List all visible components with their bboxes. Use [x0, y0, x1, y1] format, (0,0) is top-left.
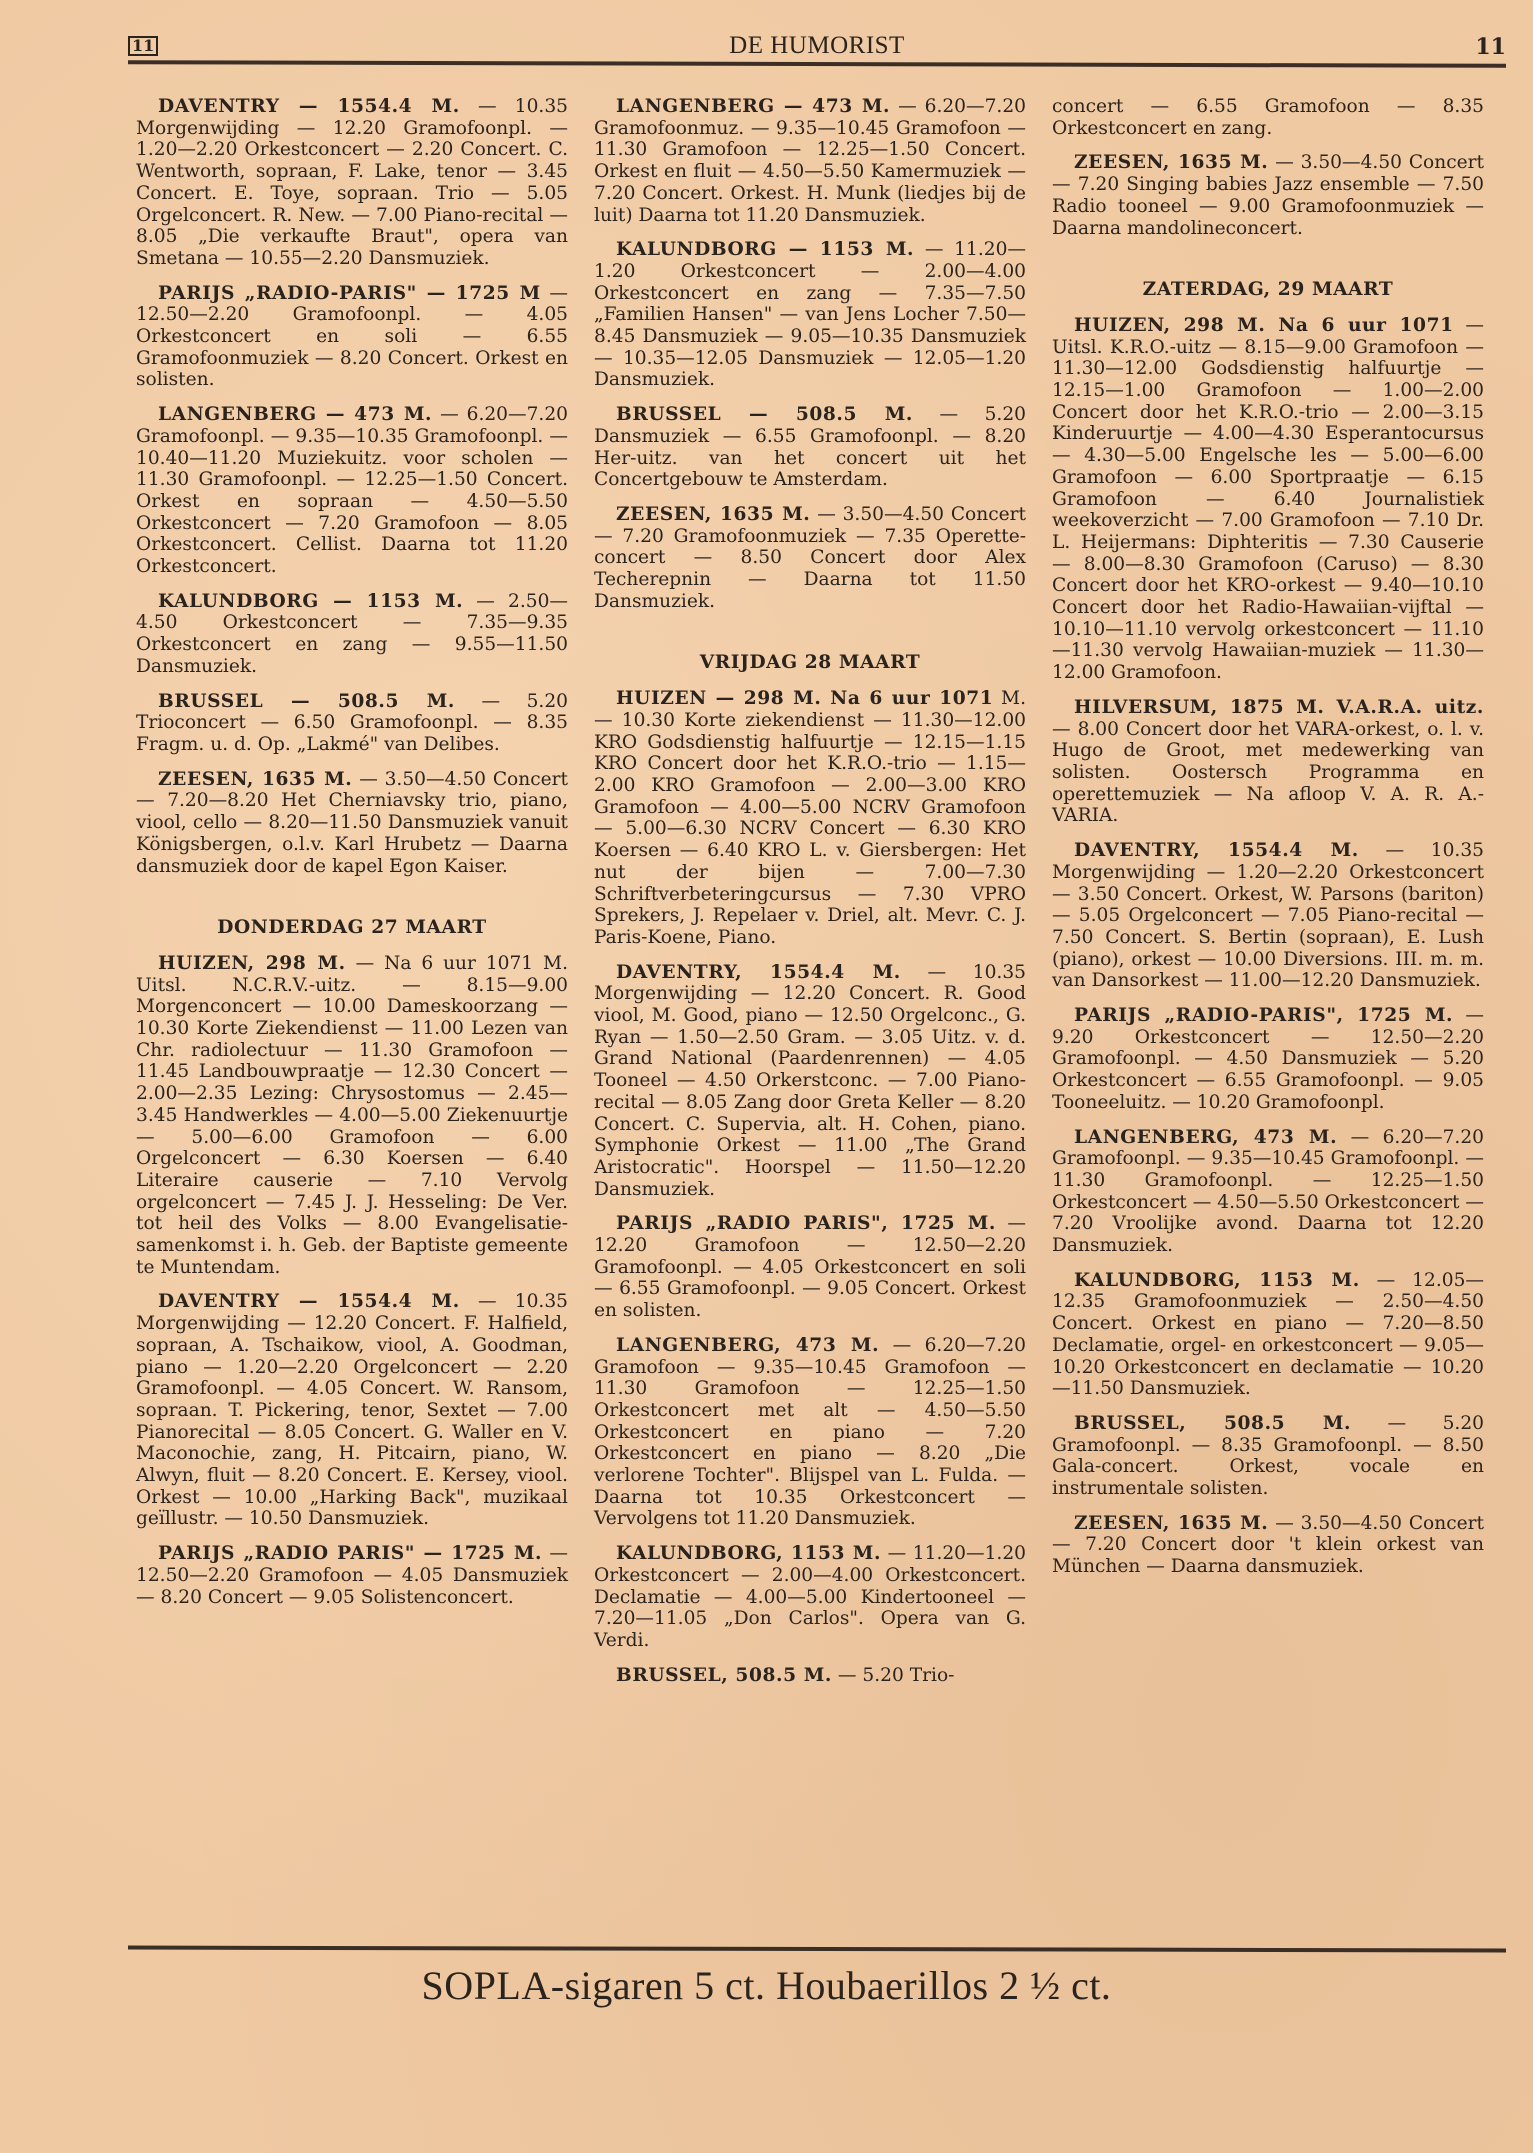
- program-text: — 3.50—4.50 Concert — 7.20—8.20 Het Cherniavsky trio, piano, viool, cello — 8.20—11.50 Dansmuziek vanuit Königsbergen, o.l.v. Karl Hrubetz — Daarna dansmuziek door de kapel Egon Kaiser.: [136, 768, 568, 877]
- advertisement-footer: SOPLA-sigaren 5 ct. Houbaerillos 2 ½ ct.: [421, 1963, 1112, 2008]
- station-name: BRUSSEL — 508.5 M.: [616, 404, 913, 426]
- program-text: — 6.20—7.20 Gramofoonpl. — 9.35—10.45 Gramofoonpl. — 11.30 Gramofoonpl. — 12.25—1.50 Orkestconcert — 4.50—5.50 Orkestconcert — 7.20 Vroolijke avond. Daarna tot 12.20 Dansmuziek.: [1052, 1126, 1484, 1257]
- station-name: PARIJS „RADIO PARIS" — 1725 M.: [158, 1543, 543, 1565]
- program-listing: [136, 1543, 568, 1608]
- program-text: — 10.35 Morgenwijding — 1.20—2.20 Orkestconcert — 3.50 Concert. Orkest, W. Parsons (bariton) — 5.05 Orgelconcert — 7.05 Piano-recital — 7.50 Concert. S. Bertin (sopraan), E. Lush (piano), orkest — 10.00 Diversions. III. m. m. van Dansorkest — 11.00—12.20 Dansmuziek.: [1052, 840, 1484, 992]
- station-name: DAVENTRY, 1554.4 M.: [616, 961, 901, 983]
- station-name: PARIJS „RADIO-PARIS", 1725 M.: [1074, 1005, 1454, 1027]
- program-text: — 10.35 Morgenwijding — 12.20 Gramofoonpl. — 1.20—2.20 Orkestconcert — 2.20 Concert. C. Wentworth, sopraan, F. Lake, tenor — 3.45 Concert. E. Toye, sopraan. Trio — 5.05 Orgelconcert. R. New. — 7.00 Piano-recital — 8.05 „Die verkaufte Braut", opera van Smetana — 10.55—2.20 Dansmuziek.: [136, 96, 568, 269]
- day-heading: VRIJDAG 28 MAART: [699, 652, 921, 674]
- station-name: LANGENBERG — 473 M.: [158, 404, 433, 426]
- station-name: BRUSSEL — 508.5 M.: [158, 690, 455, 712]
- program-listing: [594, 1543, 1026, 1652]
- program-text: — 3.50—4.50 Concert — 7.20 Concert door 't klein orkest van München — Daarna dansmuziek.: [1052, 1512, 1484, 1578]
- program-text: — 10.35 Morgenwijding — 12.20 Concert. F. Halfield, sopraan, A. Tschaikow, viool, A. Goodman, piano — 1.20—2.20 Orgelconcert — 2.20 Gramofoonpl. — 4.05 Concert. W. Ransom, sopraan. T. Pickering, tenor, Sextet — 7.00 Pianorecital — 8.05 Concert. G. Waller en V. Maconochie, zang, H. Pitcairn, piano, W. Alwyn, fluit — 8.20 Concert. E. Kersey, viool. Orkest — 10.00 „Harking Back", muzikaal geïllustr. — 10.50 Dansmuziek.: [136, 1291, 568, 1530]
- program-listing: [1052, 697, 1484, 827]
- program-listing: [594, 962, 1026, 1201]
- program-text: — 5.20 Trio-: [831, 1664, 955, 1686]
- program-listing: [1052, 1413, 1484, 1500]
- program-listing: [594, 239, 1026, 391]
- program-listing: [1052, 315, 1484, 684]
- program-listing: [594, 688, 1026, 948]
- program-text: — 9.20 Orkestconcert — 12.50—2.20 Gramofoonpl. — 4.50 Dansmuziek — 5.20 Orkestconcert — 6.55 Gramofoonpl. — 9.05 Tooneeluitz. — 10.20 Gramofoonpl.: [1052, 1005, 1484, 1113]
- program-listing: [136, 953, 568, 1279]
- day-heading: DONDERDAG 27 MAART: [217, 917, 487, 939]
- station-name: KALUNDBORG — 1153 M.: [616, 239, 915, 261]
- program-text: — 11.20—1.20 Orkestconcert — 2.00—4.00 Orkestconcert en zang — 7.35—7.50 „Familien Hansen" — van Jens Locher 7.50—8.45 Dansmuziek — 9.05—10.35 Dansmuziek — 10.35—12.05 Dansmuziek — 12.05—1.20 Dansmuziek.: [594, 239, 1026, 391]
- station-name: PARIJS „RADIO PARIS", 1725 M.: [616, 1213, 996, 1235]
- station-name: BRUSSEL, 508.5 M.: [1074, 1412, 1352, 1434]
- station-name: KALUNDBORG, 1153 M.: [616, 1543, 882, 1565]
- program-listing: [1052, 1513, 1484, 1578]
- station-name: LANGENBERG, 473 M.: [616, 1334, 880, 1356]
- station-name: HUIZEN, 298 M. Na 6 uur 1071: [1074, 314, 1454, 336]
- program-text: — 5.20 Gramofoonpl. — 8.35 Gramofoonpl. — 8.50 Gala-concert. Orkest, vocale en instrumentale solisten.: [1052, 1412, 1484, 1500]
- program-listing: [136, 283, 568, 392]
- program-listing: [594, 404, 1026, 491]
- program-text: — 5.20 Trioconcert — 6.50 Gramofoonpl. — 8.35 Fragm. u. d. Op. „Lakmé" van Delibes.: [136, 690, 568, 755]
- program-text: — 3.50—4.50 Concert — 7.20 Gramofoonmuziek — 7.35 Operette-concert — 8.50 Concert door Alex Techerepnin — Daarna tot 11.50 Dansmuziek.: [594, 503, 1026, 612]
- station-name: DAVENTRY — 1554.4 M.: [158, 1291, 460, 1313]
- program-text: — 6.20—7.20 Gramofoon — 9.35—10.45 Gramofoon — 11.30 Gramofoon — 12.25—1.50 Orkestconcert met alt — 4.50—5.50 Orkestconcert en piano — 7.20 Orkestconcert en piano — 8.20 „Die verlorene Tochter". Blijspel van L. Fulda. — Daarna tot 10.35 Orkestconcert — Vervolgens tot 11.20 Dansmuziek.: [594, 1334, 1026, 1530]
- footer-rule: [128, 1946, 1506, 1953]
- program-listing: [136, 1291, 568, 1530]
- program-listing: [1052, 152, 1484, 239]
- program-text: — 2.50—4.50 Orkestconcert — 7.35—9.35 Orkestconcert en zang — 9.55—11.50 Dansmuziek.: [136, 590, 568, 677]
- program-listing: [136, 591, 568, 678]
- page-number-left: 11: [128, 36, 158, 56]
- program-text: — 12.05—12.35 Gramofoonmuziek — 2.50—4.50 Concert. Orkest en piano — 7.20—8.50 Declamatie, orgel- en orkestconcert — 9.05—10.20 Orkestconcert en declamatie — 10.20—11.50 Dansmuziek.: [1052, 1269, 1484, 1400]
- station-name: DAVENTRY, 1554.4 M.: [1074, 840, 1359, 862]
- program-listing: [1052, 1005, 1484, 1114]
- column-2: [594, 96, 1026, 1699]
- program-text: — 10.35 Morgenwijding — 12.20 Concert. R. Good viool, M. Good, piano — 12.50 Orgelconc., G. Ryan — 1.50—2.50 Gram. — 3.05 Uitz. v. d. Grand National (Paardenrennen) — 4.05 Tooneel — 4.50 Orkerstconc. — 7.00 Piano-recital — 8.05 Zang door Greta Keller — 8.20 Concert. C. Supervia, alt. H. Cohen, piano. Symphonie Orkest — 11.00 „The Grand Aristocratic". Hoorspel — 11.50—12.20 Dansmuziek.: [594, 961, 1026, 1200]
- publication-title: DE HUMORIST: [729, 32, 905, 59]
- program-listing: [136, 96, 568, 270]
- program-listing: [136, 404, 568, 578]
- program-text: — 12.50—2.20 Gramofoonpl. — 4.05 Orkestconcert en soli — 6.55 Gramofoonmuziek — 8.20 Concert. Orkest en solisten.: [136, 282, 568, 391]
- program-text: — 8.00 Concert door het VARA-orkest, o. l. v. Hugo de Groot, met medewerking van solisten. Oostersch Programma en operettemuziek — Na afloop V. A. R. A.-VARIA.: [1052, 718, 1484, 827]
- program-text: — Na 6 uur 1071 M. Uitsl. N.C.R.V.-uitz. — 8.15—9.00 Morgenconcert — 10.00 Dameskoorzang — 10.30 Korte Ziekendienst — 11.00 Lezen van Chr. radiolectuur — 11.30 Gramofoon — 11.45 Landbouwpraatje — 12.30 Concert — 2.00—2.35 Lezing: Chrysostomus — 2.45—3.45 Handwerkles — 4.00—5.00 Ziekenuurtje — 5.00—6.00 Gramofoon — 6.00 Orgelconcert — 6.30 Koersen — 6.40 Literaire causerie — 7.10 Vervolg orgelconcert — 7.45 J. J. Hesseling: De Ver. tot heil des Volks — 8.00 Evangelisatie-samenkomst i. h. Geb. der Baptiste gemeente te Muntendam.: [136, 952, 568, 1278]
- program-listing: [1052, 1127, 1484, 1257]
- station-name: HUIZEN, 298 M.: [158, 952, 346, 974]
- program-listing: [594, 1213, 1026, 1322]
- program-listing: [594, 1665, 1026, 1687]
- program-listing: [594, 504, 1026, 613]
- station-name: ZEESEN, 1635 M.: [1074, 1512, 1269, 1534]
- program-listing: [1052, 840, 1484, 992]
- program-text: — 12.50—2.20 Gramofoon — 4.05 Dansmuziek — 8.20 Concert — 9.05 Solistenconcert.: [136, 1543, 568, 1608]
- program-text: — 3.50—4.50 Concert — 7.20 Singing babies Jazz ensemble — 7.50 Radio tooneel — 9.00 Gramofoonmuziek — Daarna mandolineconcert.: [1052, 152, 1484, 239]
- station-name: PARIJS „RADIO-PARIS" — 1725 M: [158, 282, 541, 304]
- station-name: DAVENTRY — 1554.4 M.: [158, 96, 460, 117]
- program-text: — 6.20—7.20 Gramofoonmuz. — 9.35—10.45 Gramofoon — 11.30 Gramofoon — 12.25—1.50 Concert. Orkest en fluit — 4.50—5.50 Kamermuziek — 7.20 Concert. Orkest. H. Munk (liedjes bij de luit) Daarna tot 11.20 Dansmuziek.: [594, 96, 1027, 226]
- station-name: LANGENBERG, 473 M.: [1074, 1126, 1338, 1148]
- station-name: KALUNDBORG, 1153 M.: [1074, 1269, 1360, 1291]
- program-text: M. — 10.30 Korte ziekendienst — 11.30—12.00 KRO Godsdienstig halfuurtje — 12.15—1.15 KRO Concert door het K.R.O.-trio — 1.15—2.00 KRO Gramofoon — 2.00—3.00 KRO Gramofoon — 4.00—5.00 NCRV Gramofoon — 5.00—6.30 NCRV Concert — 6.30 KRO Koersen — 6.40 KRO L. v. Giersbergen: Het nut der bijen — 7.00—7.30 Schriftverbeteringcursus — 7.30 VPRO Sprekers, J. Repelaer v. Driel, alt. Mevr. C. J. Paris-Koene, Piano.: [594, 688, 1026, 948]
- page-number-right: 11: [1475, 34, 1506, 60]
- program-listing: [1052, 96, 1484, 139]
- program-listing: [1052, 1270, 1484, 1400]
- station-name: BRUSSEL, 508.5 M.: [616, 1664, 832, 1686]
- program-text: — 12.20 Gramofoon — 12.50—2.20 Gramofoonpl. — 4.05 Orkestconcert en soli — 6.55 Gramofoonpl. — 9.05 Concert. Orkest en solisten.: [594, 1213, 1026, 1322]
- program-text: concert — 6.55 Gramofoon — 8.35 Orkestconcert en zang.: [1052, 96, 1484, 139]
- station-name: KALUNDBORG — 1153 M.: [158, 590, 464, 612]
- program-text: — 11.20—1.20 Orkestconcert — 2.00—4.00 Orkestconcert. Declamatie — 4.00—5.00 Kindertooneel — 7.20—11.05 „Don Carlos". Opera van G. Verdi.: [594, 1543, 1027, 1651]
- station-name: HILVERSUM, 1875 M. V.A.R.A. uitz.: [1074, 696, 1484, 718]
- column-3: [1052, 96, 1484, 1591]
- program-listing: [594, 1335, 1026, 1530]
- program-text: — Uitsl. K.R.O.-uitz — 8.15—9.00 Gramofoon — 11.30—12.00 Godsdienstig halfuurtje — 12.15—1.00 Gramofoon — 1.00—2.00 Concert door het K.R.O.-trio — 2.00—3.15 Kinderuurtje — 4.00—4.30 Esperantocursus — 4.30—5.00 Engelsche les — 5.00—6.00 Gramofoon — 6.00 Sportpraatje — 6.15 Gramofoon — 6.40 Journalistiek weekoverzicht — 7.00 Gramofoon — 7.10 Dr. L. Heijermans: Diphteritis — 7.30 Causerie — 8.00—8.30 Gramofoon (Caruso) — 8.30 Concert door het KRO-orkest — 9.40—10.10 Concert door het Radio-Hawaiian-vijftal — 10.10—11.10 vervolg orkestconcert — 11.10—11.30 vervolg Hawaiian-muziek — 11.30—12.00 Gramofoon.: [1052, 314, 1484, 684]
- station-name: ZEESEN, 1635 M.: [616, 503, 811, 525]
- program-listing: [136, 691, 568, 756]
- station-name: ZEESEN, 1635 M.: [158, 768, 353, 790]
- program-text: — 6.20—7.20 Gramofoonpl. — 9.35—10.35 Gramofoonpl. — 10.40—11.20 Muziekuitz. voor scholen — 11.30 Gramofoonpl. — 12.25—1.50 Concert. Orkest en sopraan — 4.50—5.50 Orkestconcert — 7.20 Gramofoon — 8.05 Orkestconcert. Cellist. Daarna tot 11.20 Orkestconcert.: [136, 404, 569, 578]
- station-name: LANGENBERG — 473 M.: [616, 96, 891, 117]
- station-name: ZEESEN, 1635 M.: [1074, 152, 1269, 174]
- column-1: [136, 96, 568, 1621]
- station-name: HUIZEN — 298 M. Na 6 uur 1071: [616, 688, 994, 710]
- program-text: — 5.20 Dansmuziek — 6.55 Gramofoonpl. — 8.20 Her-uitz. van het concert uit het Concertgebouw te Amsterdam.: [594, 404, 1026, 491]
- program-listing: [136, 769, 568, 878]
- program-listing: [594, 96, 1026, 226]
- day-heading: ZATERDAG, 29 MAART: [1142, 279, 1394, 301]
